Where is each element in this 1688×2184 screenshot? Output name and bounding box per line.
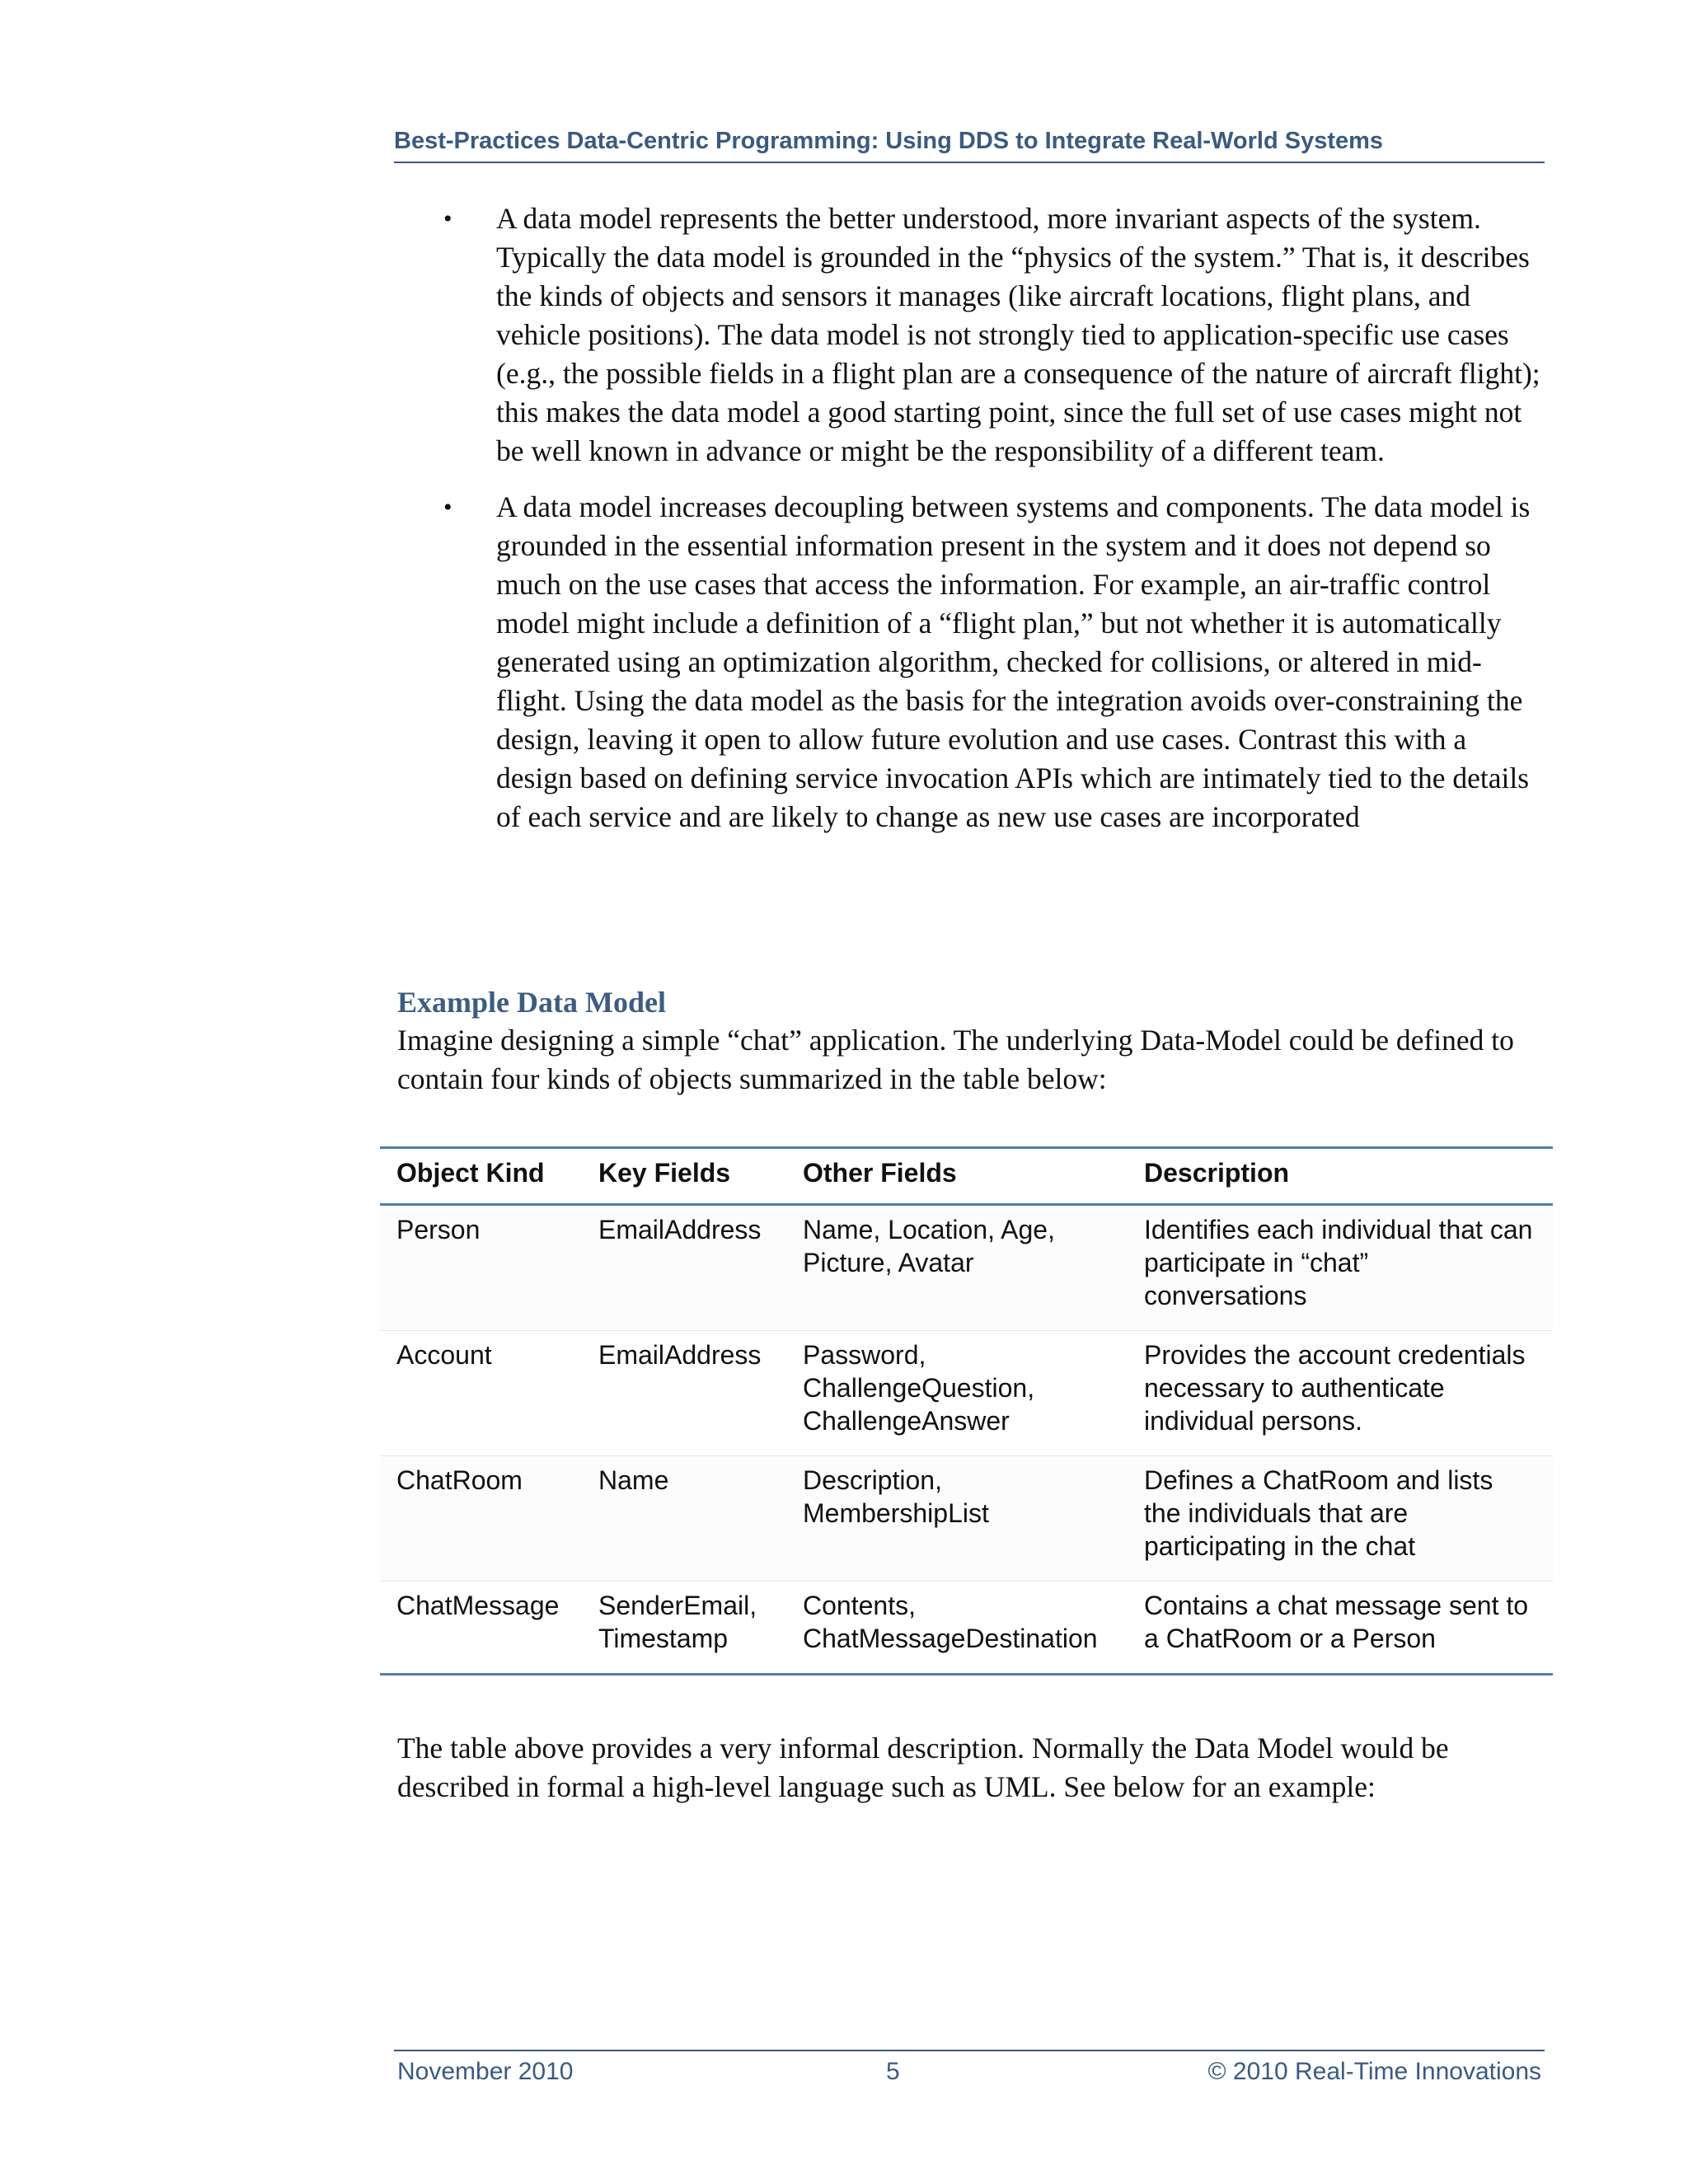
intro-paragraph: Imagine designing a simple “chat” application. The underlying Data-Model could be defined to contain four kinds of objects summarized in the table below: [397, 1024, 1514, 1095]
cell-other-fields: Name, Location, Age, Picture, Avatar [786, 1205, 1128, 1331]
table-row [380, 1456, 1553, 1582]
cell-object-kind: Person [380, 1205, 582, 1331]
column-header-key-fields: Key Fields [582, 1148, 786, 1205]
cell-object-kind: ChatRoom [380, 1456, 582, 1582]
cell-description: Defines a ChatRoom and lists the individuals that are participating in the chat [1128, 1456, 1553, 1582]
bullet-item [394, 488, 1548, 837]
page-number: 5 [886, 2058, 900, 2085]
cell-other-fields: Description, MembershipList [786, 1456, 1128, 1582]
table-row [380, 1331, 1553, 1456]
bullet-icon: • [443, 205, 452, 232]
cell-object-kind: ChatMessage [396, 1591, 560, 1620]
section-heading: Example Data Model [397, 986, 666, 1019]
cell-description: Contains a chat message sent to a ChatRoom or a Person [1144, 1591, 1529, 1653]
column-header-other-fields: Other Fields [786, 1148, 1128, 1205]
table-header-row [380, 1148, 1553, 1205]
cell-key-fields: EmailAddress [582, 1331, 786, 1456]
footer-copyright: © 2010 Real-Time Innovations [1207, 2058, 1541, 2085]
bullet-item [394, 199, 1548, 471]
cell-other-fields: Contents, ChatMessageDestination [803, 1591, 1098, 1653]
cell-description: Provides the account credentials necessary to authenticate individual persons. [1128, 1331, 1553, 1456]
cell-object-kind: Account [380, 1331, 582, 1456]
bullet-text: A data model represents the better understood, more invariant aspects of the system. Typically the data model is grounded in the “physics of the system.” That is, it describes the kinds of objects and sensors it manages (like aircraft locations, flight plans, and vehicle positions). The data model is not strongly tied to application-specific use cases (e.g., the possible fields in a flight plan are a consequence of the nature of aircraft flight); this makes the data model a good starting point, since the full set of use cases might not be well known in advance or might be the responsibility of a different team. [496, 202, 1540, 467]
cell-other-fields: Password, ChallengeQuestion, ChallengeAnswer [786, 1331, 1128, 1456]
running-footer [394, 2050, 1545, 2089]
bullet-text: A data model increases decoupling between systems and components. The data model is grounded in the essential information present in the system and it does not depend so much on the use cases that access the information. For example, an air-traffic control model might include a definition of a “flight plan,” but not whether it is automatically generated using an optimization algorithm, checked for collisions, or altered in mid-flight. Using the data model as the basis for the integration avoids over-constraining the design, leaving it open to allow future evolution and use cases. Contrast this with a design based on defining service invocation APIs which are intimately tied to the details of each service and are likely to change as new use cases are incorporated [496, 490, 1531, 833]
footer-date: November 2010 [397, 2058, 574, 2085]
cell-key-fields: Name [582, 1456, 786, 1582]
data-model-table [380, 1146, 1553, 1675]
column-header-object-kind: Object Kind [380, 1148, 582, 1205]
bullet-icon: • [443, 494, 452, 521]
cell-description: Identifies each individual that can participate in “chat” conversations [1128, 1205, 1553, 1331]
cell-key-fields: SenderEmail, Timestamp [598, 1591, 757, 1653]
document-title: Best-Practices Data-Centric Programming: Using DDS to Integrate Real-World Systems [394, 128, 1384, 154]
table-row [380, 1582, 1553, 1675]
table-row [380, 1205, 1553, 1331]
running-header [394, 124, 1545, 163]
closing-paragraph: The table above provides a very informal description. Normally the Data Model would be described in formal a high-level language such as UML. See below for an example: [397, 1732, 1449, 1803]
cell-key-fields: EmailAddress [582, 1205, 786, 1331]
column-header-description: Description [1128, 1148, 1553, 1205]
bullet-list [394, 199, 1548, 854]
